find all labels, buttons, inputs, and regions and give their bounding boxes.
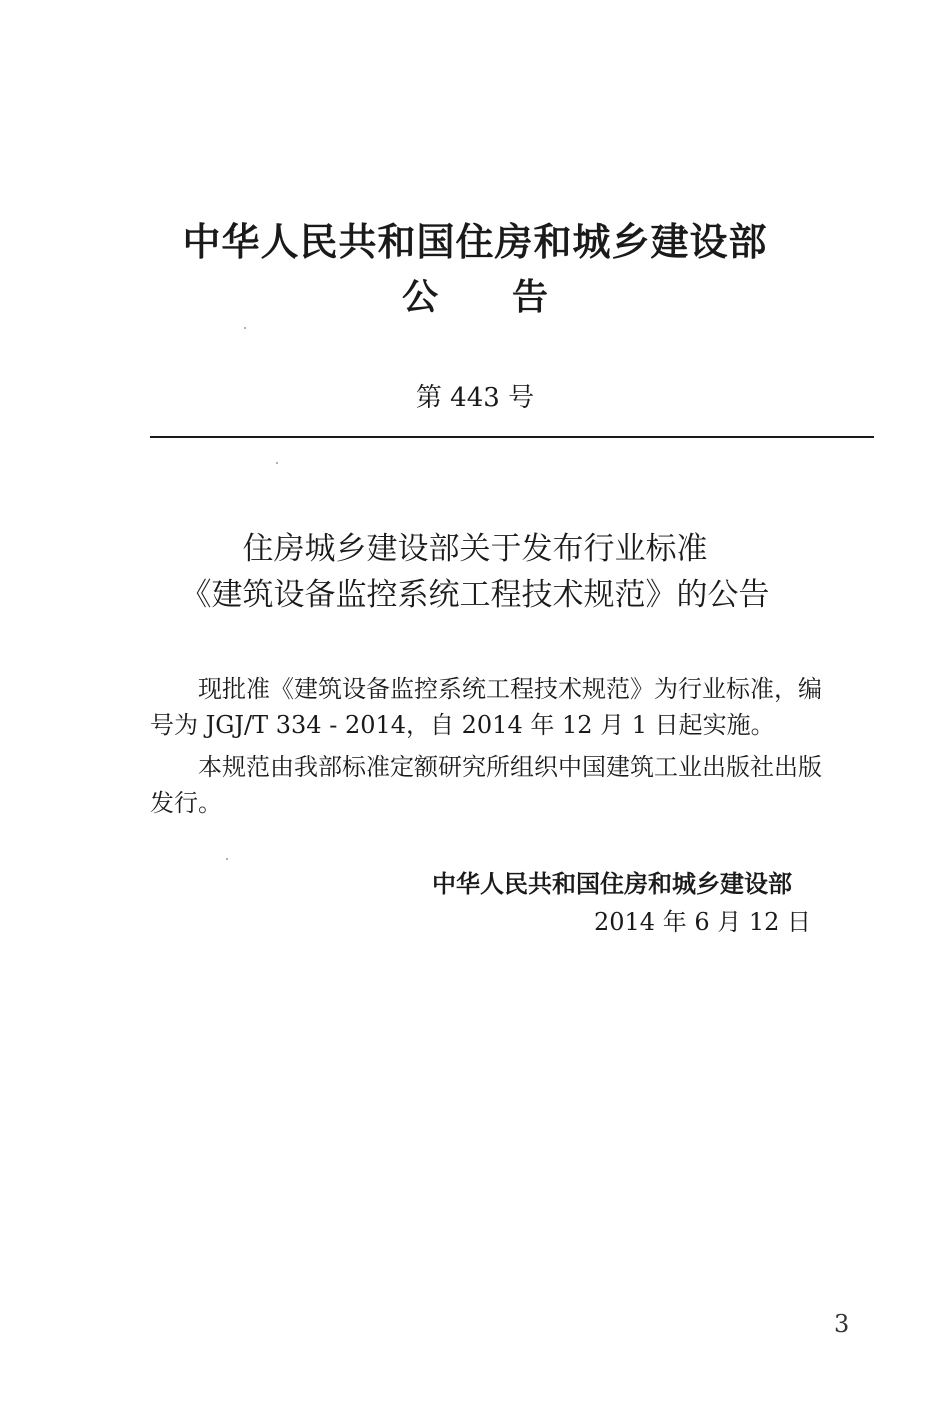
issuer-title: 中华人民共和国住房和城乡建设部 bbox=[182, 220, 768, 264]
body-paragraph-2-line-1: 本规范由我部标准定额研究所组织中国建筑工业出版社出版 bbox=[198, 753, 822, 781]
signature-date: 2014 年 6 月 12 日 bbox=[594, 908, 812, 936]
notice-label-right: 告 bbox=[512, 277, 549, 318]
notice-number: 第 443 号 bbox=[415, 383, 535, 413]
body-paragraph-1-line-1: 现批准《建筑设备监控系统工程技术规范》为行业标准，编 bbox=[198, 675, 822, 703]
scan-speck bbox=[226, 858, 228, 860]
body-paragraph-2-line-2: 发行。 bbox=[150, 789, 222, 817]
scan-speck bbox=[244, 327, 246, 329]
notice-label bbox=[0, 276, 950, 320]
body-paragraph-1 bbox=[150, 671, 874, 743]
notice-label-left: 公 bbox=[401, 277, 438, 318]
body-paragraph-1-line-2: 号为 JGJ/T 334 - 2014，自 2014 年 12 月 1 日起实施。 bbox=[150, 711, 775, 739]
signature-organization: 中华人民共和国住房和城乡建设部 bbox=[432, 870, 792, 898]
document-title-line-1: 住房城乡建设部关于发布行业标准 bbox=[242, 531, 708, 567]
document-title-line-2: 《建筑设备监控系统工程技术规范》的公告 bbox=[180, 577, 770, 613]
body-paragraph-2 bbox=[150, 749, 874, 821]
header-divider bbox=[150, 436, 874, 438]
page-number: 3 bbox=[834, 1310, 850, 1338]
scan-speck bbox=[276, 462, 278, 464]
